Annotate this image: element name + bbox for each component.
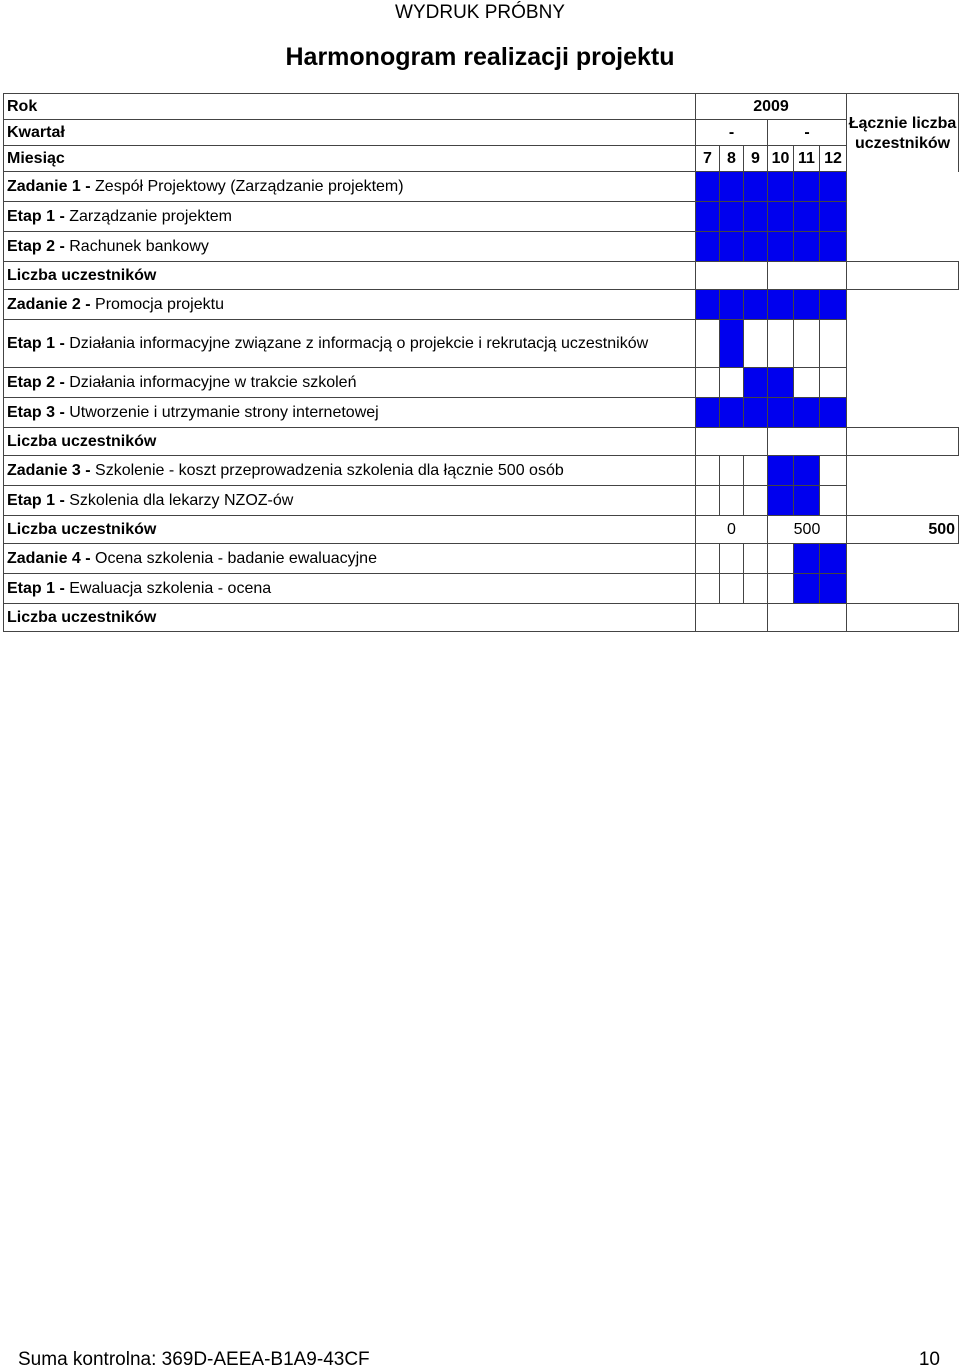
schedule-cell	[744, 320, 768, 368]
total-empty-cell	[847, 202, 959, 232]
total-participants-cell: 500	[847, 516, 959, 544]
schedule-cell	[696, 574, 720, 604]
task-row	[4, 456, 959, 486]
schedule-cell-active	[820, 172, 847, 202]
checksum-text: Suma kontrolna: 369D-AEEA-B1A9-43CF	[18, 1349, 370, 1370]
month-cell: 11	[794, 146, 820, 172]
schedule-cell-active	[820, 202, 847, 232]
page-title: Harmonogram realizacji projektu	[285, 43, 675, 71]
schedule-cell-active	[768, 202, 794, 232]
task-label: Zadanie 4 - Ocena szkolenia - badanie ewaluacyjne	[4, 544, 696, 574]
schedule-cell-active	[794, 232, 820, 262]
quarter-participants-cell: 500	[768, 516, 847, 544]
schedule-cell-active	[696, 232, 720, 262]
schedule-cell	[720, 456, 744, 486]
quarter-participants-cell	[696, 604, 768, 632]
schedule-cell-active	[720, 202, 744, 232]
task-row	[4, 320, 959, 368]
total-empty-cell	[847, 574, 959, 604]
schedule-cell-active	[794, 486, 820, 516]
schedule-cell-active	[794, 202, 820, 232]
task-label: Etap 2 - Rachunek bankowy	[4, 232, 696, 262]
schedule-cell	[696, 320, 720, 368]
total-empty-cell	[847, 456, 959, 486]
quarter-participants-cell	[696, 262, 768, 290]
total-participants-cell	[847, 262, 959, 290]
schedule-cell	[820, 456, 847, 486]
schedule-cell-active	[794, 172, 820, 202]
row-label-month: Miesiąc	[4, 146, 696, 172]
schedule-cell	[696, 486, 720, 516]
quarter-participants-cell	[696, 428, 768, 456]
month-cell: 12	[820, 146, 847, 172]
schedule-cell-active	[768, 232, 794, 262]
participants-row	[4, 516, 959, 544]
total-participants-header: Łącznie liczba uczestników	[847, 94, 959, 172]
schedule-cell-active	[820, 398, 847, 428]
task-row	[4, 368, 959, 398]
schedule-cell	[768, 574, 794, 604]
task-label: Etap 1 - Działania informacyjne związane z informacją o projekcie i rekrutacją uczestników	[4, 320, 696, 368]
month-row	[4, 146, 959, 172]
schedule-cell-active	[820, 232, 847, 262]
schedule-cell-active	[768, 172, 794, 202]
schedule-cell	[696, 544, 720, 574]
schedule-cell-active	[720, 398, 744, 428]
task-row	[4, 398, 959, 428]
schedule-cell-active	[696, 202, 720, 232]
year-row	[4, 94, 959, 120]
schedule-cell	[720, 486, 744, 516]
quarter-participants-cell	[768, 262, 847, 290]
schedule-cell-active	[696, 172, 720, 202]
total-empty-cell	[847, 320, 959, 368]
participants-row	[4, 604, 959, 632]
schedule-cell-active	[768, 290, 794, 320]
task-label: Etap 1 - Ewaluacja szkolenia - ocena	[4, 574, 696, 604]
schedule-cell-active	[696, 290, 720, 320]
task-label: Liczba uczestników	[4, 604, 696, 632]
schedule-cell-active	[794, 544, 820, 574]
schedule-cell	[744, 456, 768, 486]
month-cell: 7	[696, 146, 720, 172]
schedule-cell-active	[768, 368, 794, 398]
schedule-cell-active	[794, 290, 820, 320]
total-participants-cell	[847, 428, 959, 456]
schedule-cell	[720, 368, 744, 398]
schedule-cell-active	[720, 172, 744, 202]
schedule-cell-active	[720, 232, 744, 262]
task-row	[4, 202, 959, 232]
task-label: Etap 3 - Utworzenie i utrzymanie strony internetowej	[4, 398, 696, 428]
schedule-cell-active	[794, 574, 820, 604]
quarter-participants-cell: 0	[696, 516, 768, 544]
schedule-cell	[768, 544, 794, 574]
schedule-cell-active	[794, 398, 820, 428]
schedule-cell	[820, 368, 847, 398]
quarter-row	[4, 120, 959, 146]
schedule-cell-active	[744, 172, 768, 202]
schedule-cell-active	[768, 398, 794, 428]
schedule-cell-active	[820, 290, 847, 320]
schedule-cell	[696, 456, 720, 486]
schedule-cell	[794, 320, 820, 368]
schedule-cell	[696, 368, 720, 398]
total-participants-cell	[847, 604, 959, 632]
schedule-cell	[720, 574, 744, 604]
year-cell: 2009	[696, 94, 847, 120]
participants-row	[4, 428, 959, 456]
schedule-cell	[768, 320, 794, 368]
schedule-cell	[744, 486, 768, 516]
task-label: Liczba uczestników	[4, 428, 696, 456]
total-empty-cell	[847, 368, 959, 398]
schedule-cell-active	[696, 398, 720, 428]
total-empty-cell	[847, 544, 959, 574]
task-label: Etap 1 - Zarządzanie projektem	[4, 202, 696, 232]
task-row	[4, 486, 959, 516]
page-number: 10	[918, 1349, 940, 1370]
schedule-cell	[744, 544, 768, 574]
schedule-cell-active	[744, 290, 768, 320]
quarter-participants-cell	[768, 428, 847, 456]
schedule-cell-active	[744, 368, 768, 398]
schedule-cell-active	[820, 544, 847, 574]
schedule-cell	[794, 368, 820, 398]
schedule-cell-active	[744, 232, 768, 262]
quarter-cell-2: -	[768, 120, 847, 146]
task-row	[4, 290, 959, 320]
task-row	[4, 232, 959, 262]
schedule-cell-active	[744, 398, 768, 428]
schedule-cell-active	[720, 290, 744, 320]
schedule-cell-active	[744, 202, 768, 232]
schedule-cell-active	[768, 456, 794, 486]
schedule-cell-active	[720, 320, 744, 368]
total-empty-cell	[847, 172, 959, 202]
watermark-text: WYDRUK PRÓBNY	[395, 2, 565, 23]
task-label: Liczba uczestników	[4, 516, 696, 544]
schedule-cell	[720, 544, 744, 574]
schedule-table	[3, 93, 959, 632]
total-empty-cell	[847, 232, 959, 262]
task-row	[4, 544, 959, 574]
schedule-cell	[820, 320, 847, 368]
month-cell: 10	[768, 146, 794, 172]
month-cell: 8	[720, 146, 744, 172]
row-label-year: Rok	[4, 94, 696, 120]
total-empty-cell	[847, 486, 959, 516]
task-row	[4, 574, 959, 604]
schedule-cell-active	[794, 456, 820, 486]
quarter-participants-cell	[768, 604, 847, 632]
row-label-quarter: Kwartał	[4, 120, 696, 146]
total-empty-cell	[847, 398, 959, 428]
schedule-cell	[744, 574, 768, 604]
task-label: Etap 1 - Szkolenia dla lekarzy NZOZ-ów	[4, 486, 696, 516]
participants-row	[4, 262, 959, 290]
task-label: Zadanie 3 - Szkolenie - koszt przeprowadzenia szkolenia dla łącznie 500 osób	[4, 456, 696, 486]
task-label: Zadanie 2 - Promocja projektu	[4, 290, 696, 320]
task-label: Etap 2 - Działania informacyjne w trakcie szkoleń	[4, 368, 696, 398]
task-row	[4, 172, 959, 202]
schedule-cell-active	[820, 574, 847, 604]
month-cell: 9	[744, 146, 768, 172]
schedule-cell	[820, 486, 847, 516]
total-empty-cell	[847, 290, 959, 320]
task-label: Zadanie 1 - Zespół Projektowy (Zarządzanie projektem)	[4, 172, 696, 202]
quarter-cell-1: -	[696, 120, 768, 146]
schedule-cell-active	[768, 486, 794, 516]
task-label: Liczba uczestników	[4, 262, 696, 290]
